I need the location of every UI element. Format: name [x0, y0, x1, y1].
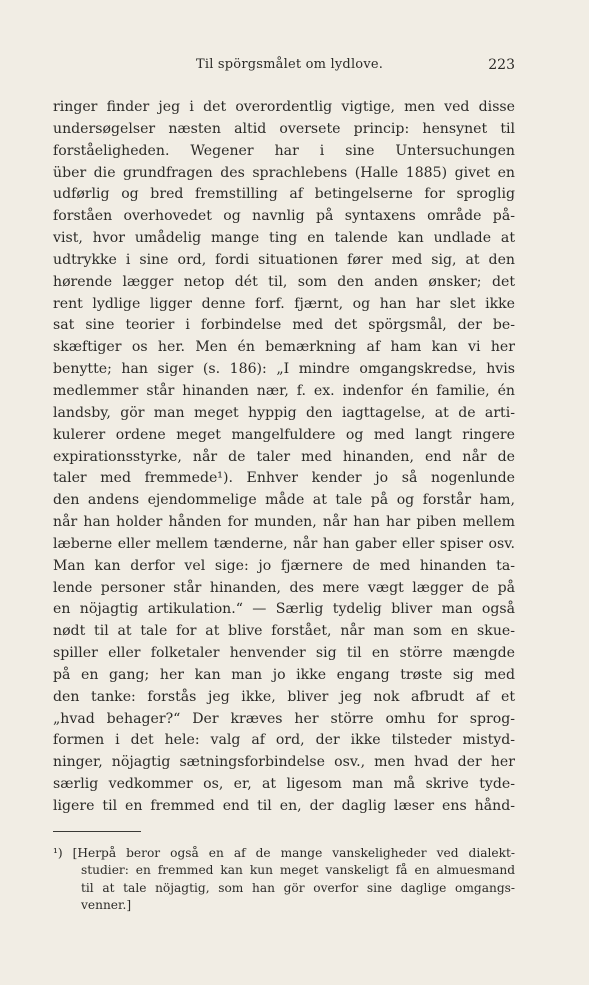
text-line: spiller eller folketaler henvender sig til en större mængde — [53, 645, 515, 662]
footnote-line: venner.] — [81, 898, 132, 913]
text-line: ringer finder jeg i det overordentlig vigtige, men ved disse — [53, 99, 515, 115]
text-line: udførlig og bred fremstilling af betingelserne for sproglig — [53, 186, 515, 203]
text-line: benytte; han siger (s. 186): „I mindre omgangskredse, hvis — [53, 361, 515, 378]
text-line: formen i det hele: valg af ord, der ikke tilsteder mistyd- — [53, 732, 515, 749]
footnote-line: studier: en fremmed kan kun meget vanskeligt få en almuesmand — [81, 863, 515, 878]
text-line: når han holder hånden for munden, når han har piben mellem — [53, 514, 515, 531]
text-line: Man kan derfor vel sige: jo fjærnere de med hinanden ta- — [53, 557, 515, 574]
page-header — [0, 57, 589, 77]
text-line: vist, hvor umådelig mange ting en talende kan undlade at — [53, 230, 515, 247]
body-text — [53, 97, 515, 818]
text-line: udtrykke i sine ord, fordi situationen fører med sig, at den — [53, 251, 515, 268]
text-line: lende personer står hinanden, des mere vægt lægger de på — [53, 579, 515, 596]
text-line: ninger, nöjagtig sætningsforbindelse osv., men hvad der her — [53, 754, 515, 771]
page-number: 223 — [488, 57, 515, 73]
text-line: kulerer ordene meget mangelfuldere og med langt ringere — [53, 426, 515, 443]
text-line: undersøgelser næsten altid oversete princip: hensynet til — [53, 120, 515, 137]
text-line: ligere til en fremmed end til en, der daglig læser ens hånd- — [53, 798, 515, 814]
text-line: sat sine teorier i forbindelse med det spörgsmål, der be- — [53, 317, 515, 334]
text-line: særlig vedkommer os, er, at ligesom man må skrive tyde- — [53, 776, 515, 793]
text-line: nødt til at tale for at blive forstået, når man som en skue- — [53, 623, 515, 640]
text-line: medlemmer står hinanden nær, f. ex. indenfor én familie, én — [53, 382, 515, 399]
text-line: forståeligheden. Wegener har i sine Untersuchungen — [53, 142, 515, 159]
footnote — [53, 845, 515, 915]
text-line: taler med fremmede¹). Enhver kender jo så nogenlunde — [53, 470, 515, 487]
text-line: über die grundfragen des sprachlebens (Halle 1885) givet en — [53, 164, 515, 181]
text-line: en nöjagtig artikulation.“ — Særlig tydelig bliver man også — [53, 601, 515, 618]
footnote-divider — [53, 831, 141, 832]
text-line: læberne eller mellem tænderne, når han gaber eller spiser osv. — [53, 535, 515, 552]
text-line: expirationsstyrke, når de taler med hinanden, end når de — [53, 448, 515, 465]
text-line: på en gang; her kan man jo ikke engang trøste sig med — [53, 666, 515, 683]
text-line: landsby, gör man meget hyppig den iagttagelse, at de arti- — [53, 404, 515, 421]
footnote-line: ¹) [Herpå beror også en af de mange vanskeligheder ved dialekt- — [53, 846, 515, 860]
text-line: „hvad behager?“ Der kræves her större omhu for sprog- — [53, 710, 515, 727]
text-line: forståen overhovedet og navnlig på syntaxens område på- — [53, 208, 515, 225]
footnote-line: til at tale nöjagtig, som han gör overfor sine daglige omgangs- — [81, 880, 515, 895]
text-line: den andens ejendommelige måde at tale på og forstår ham, — [53, 492, 515, 509]
text-line: rent lydlige ligger denne forf. fjærnt, og han har slet ikke — [53, 295, 515, 312]
text-line: skæftiger os her. Men én bemærkning af ham kan vi her — [53, 339, 515, 356]
text-line: den tanke: forstås jeg ikke, bliver jeg nok afbrudt af et — [53, 688, 515, 705]
text-line: hørende lægger netop dét til, som den anden ønsker; det — [53, 273, 515, 290]
running-title: Til spörgsmålet om lydlove. — [196, 57, 384, 72]
